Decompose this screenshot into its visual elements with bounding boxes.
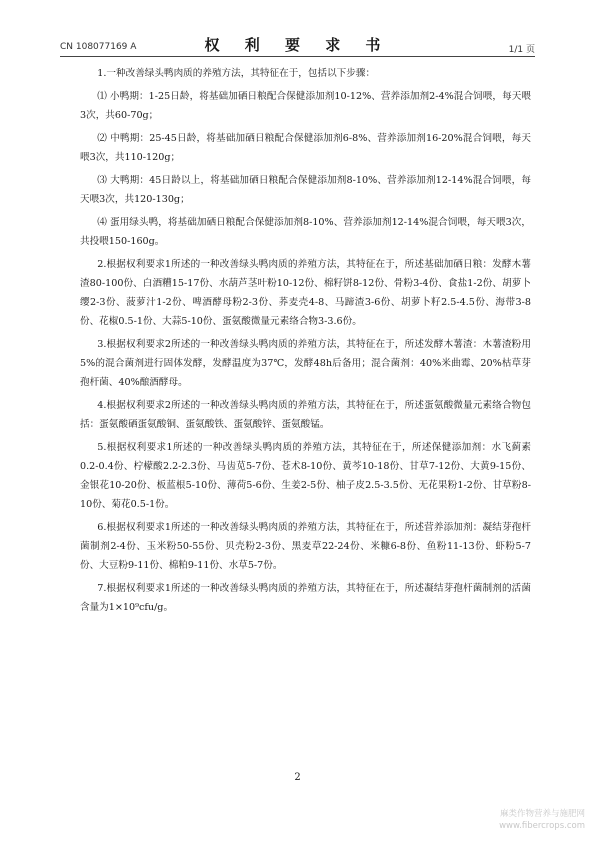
watermark-line-2: www.fibercrops.com <box>499 821 585 831</box>
claim-1-step-3: ⑶ 大鸭期：45日龄以上，将基础加硒日粮配合保健添加剂8-10%、营养添加剂12-14%混合饲喂，每天喂3次，共120-130g； <box>80 175 531 205</box>
claim-1: 1.一种改善绿头鸭肉质的养殖方法，其特征在于，包括以下步骤： <box>97 68 376 79</box>
watermark <box>499 808 585 832</box>
publication-number: CN 108077169 A <box>60 42 137 52</box>
document-title: 权 利 要 求 书 <box>204 36 391 54</box>
claim-4: 4.根据权利要求2所述的一种改善绿头鸭肉质的养殖方法，其特征在于，所述蛋氨酸微量元素络合物包括：蛋氨酸硒蛋氨酸铜、蛋氨酸铁、蛋氨酸锌、蛋氨酸锰。 <box>80 400 531 430</box>
claim-1-step-4: ⑷ 蛋用绿头鸭，将基础加硒日粮配合保健添加剂8-10%、营养添加剂12-14%混合饲喂，每天喂3次，共投喂150-160g。 <box>80 217 531 247</box>
page-number: 2 <box>294 772 301 783</box>
claim-6: 6.根据权利要求1所述的一种改善绿头鸭肉质的养殖方法，其特征在于，所述营养添加剂：凝结芽孢杆菌制剂2-4份、玉米粉50-55份、贝壳粉2-3份、黑麦草22-24份、米糠6-8份、鱼粉11-13份、虾粉5-7份、大豆粉9-11份、棉粕9-11份、水草5-7份。 <box>80 522 531 571</box>
page-header <box>60 32 535 56</box>
page-info: 1/1 页 <box>508 45 535 55</box>
claim-5: 5.根据权利要求1所述的一种改善绿头鸭肉质的养殖方法，其特征在于，所述保健添加剂：水飞蓟素0.2-0.4份、柠檬酸2.2-2.3份、马齿苋5-7份、苍术8-10份、黄芩10-18份、甘草7-12份、大黄9-15份、金银花10-20份、板蓝根5-10份、薄荷5-6份、生姜2-5份、柚子皮2.5-3.5份、无花果粉1-2份、甘草粉8-10份、菊花0.5-1份。 <box>80 442 531 510</box>
claims-body <box>80 64 531 621</box>
watermark-line-1: 麻类作物营养与施肥网 <box>499 809 585 819</box>
header-divider <box>60 56 535 57</box>
claim-7: 7.根据权利要求1所述的一种改善绿头鸭肉质的养殖方法，其特征在于，所述凝结芽孢杆菌制剂的活菌含量为1×10⁹cfu/g。 <box>80 583 531 613</box>
claim-2: 2.根据权利要求1所述的一种改善绿头鸭肉质的养殖方法，其特征在于，所述基础加硒日粮：发酵木薯渣80-100份、白酒糟15-17份、水葫芦茎叶粉10-12份、棉籽饼8-12份、骨粉3-4份、食盐1-2份、胡萝卜缨2-3份、菠萝汁1-2份、啤酒酵母粉2-3份、荞麦壳4-8、马蹄渣3-6份、胡萝卜籽2.5-4.5份、海带3-8份、花椒0.5-1份、大蒜5-10份、蛋氨酸微量元素络合物3-3.6份。 <box>80 259 531 327</box>
claim-1-step-1: ⑴ 小鸭期：1-25日龄，将基础加硒日粮配合保健添加剂10-12%、营养添加剂2-4%混合饲喂，每天喂3次，共60-70g； <box>80 91 531 121</box>
claim-1-step-2: ⑵ 中鸭期：25-45日龄，将基础加硒日粮配合保健添加剂6-8%、营养添加剂16-20%混合饲喂，每天喂3次，共110-120g； <box>80 133 531 163</box>
claim-3: 3.根据权利要求2所述的一种改善绿头鸭肉质的养殖方法，其特征在于，所述发酵木薯渣：木薯渣粉用5%的混合菌剂进行固体发酵，发酵温度为37℃，发酵48h后备用；混合菌剂：40%米曲霉、20%枯草芽孢杆菌、40%酿酒酵母。 <box>80 339 531 388</box>
